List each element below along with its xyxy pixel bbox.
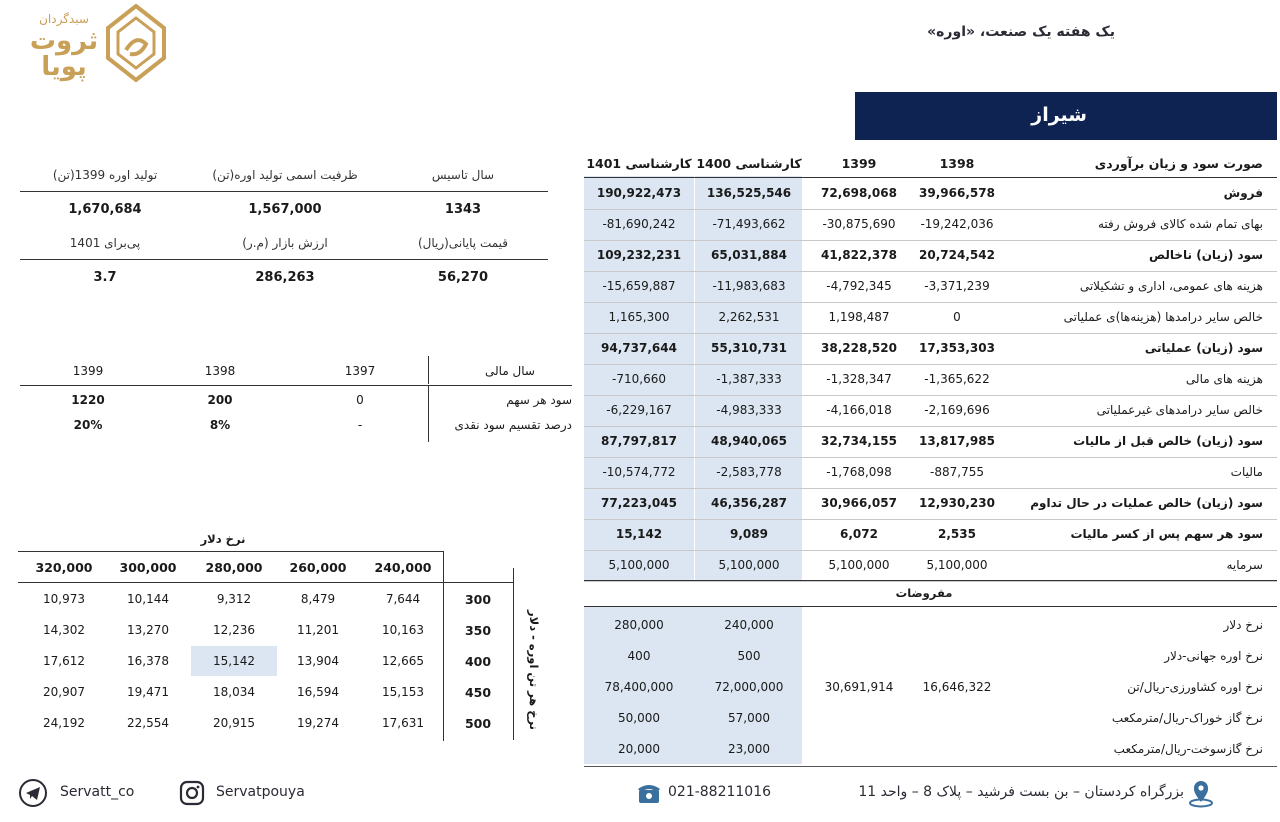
assumption-cell: 50,000 xyxy=(618,711,660,725)
income-row xyxy=(584,240,1277,271)
income-cell: 55,310,731 xyxy=(711,341,787,355)
income-cell: 17,353,303 xyxy=(919,341,995,355)
income-cell: 39,966,578 xyxy=(919,186,995,200)
sensitivity-cell: 24,192 xyxy=(43,716,85,730)
assumption-cell: 78,400,000 xyxy=(604,680,674,694)
income-row xyxy=(584,550,1277,581)
income-row-label: سرمایه xyxy=(1226,558,1263,572)
company-info xyxy=(20,160,548,290)
income-row-label: سود (زیان) عملیاتی xyxy=(1144,341,1263,355)
income-cell: -71,493,662 xyxy=(712,217,786,231)
income-cell: 65,031,884 xyxy=(711,248,787,262)
urea-price-header: 450 xyxy=(464,685,492,700)
income-cell: 87,797,817 xyxy=(601,434,677,448)
income-cell: 20,724,542 xyxy=(919,248,995,262)
info-label: ظرفیت اسمی تولید اوره(تن) xyxy=(212,168,358,182)
assumption-label: نرخ گاز خوراک-ریال/مترمکعب xyxy=(1111,711,1263,725)
income-row-label: سود (زیان) خالص عملیات در حال تداوم xyxy=(1030,496,1263,510)
assumptions-title: مفروضات xyxy=(895,586,953,600)
info-value: 1343 xyxy=(444,202,482,217)
eps-value: 200 xyxy=(207,393,233,407)
eps-value: - xyxy=(357,418,363,432)
col-header: 1399 xyxy=(841,156,877,171)
assumption-row xyxy=(584,672,1277,703)
income-cell: 5,100,000 xyxy=(828,558,890,572)
income-cell: -710,660 xyxy=(612,372,666,386)
info-value: 286,263 xyxy=(255,270,315,285)
income-cell: -19,242,036 xyxy=(920,217,994,231)
income-cell: 0 xyxy=(953,310,961,324)
income-row-label: هزینه های مالی xyxy=(1185,372,1263,386)
income-cell: -11,983,683 xyxy=(712,279,786,293)
income-row-label: خالص سایر درامدهای غیرعملیاتی xyxy=(1096,403,1263,417)
assumption-label: نرخ اوره کشاورزی-ریال/تن xyxy=(1127,680,1263,694)
income-title: صورت سود و زیان برآوردی xyxy=(1094,156,1263,171)
income-row xyxy=(584,426,1277,457)
income-cell: 9,089 xyxy=(730,527,768,541)
income-row xyxy=(584,271,1277,302)
income-cell: 190,922,473 xyxy=(596,186,682,200)
income-cell: 13,817,985 xyxy=(919,434,995,448)
sensitivity-cell: 20,915 xyxy=(213,716,255,730)
logo-wordmark: ثروت پویا xyxy=(29,26,99,82)
page-title: یک هفته یک صنعت، «اوره» xyxy=(927,24,1115,40)
sensitivity-cell: 19,274 xyxy=(297,716,339,730)
assumption-cell: 280,000 xyxy=(614,618,664,632)
dollar-rate-header: 240,000 xyxy=(374,560,432,575)
income-cell: -1,328,347 xyxy=(826,372,892,386)
income-row-label: سود هر سهم پس از کسر مالیات xyxy=(1070,527,1263,541)
income-cell: 136,525,546 xyxy=(706,186,792,200)
sensitivity-cell: 13,904 xyxy=(297,654,339,668)
income-cell: -15,659,887 xyxy=(602,279,676,293)
col-header: کارشناسی 1400 xyxy=(696,156,802,171)
income-row xyxy=(584,519,1277,550)
income-row-label: سود (زیان) ناخالص xyxy=(1148,248,1263,262)
phone-icon xyxy=(636,780,662,806)
eps-year: 1398 xyxy=(204,364,236,378)
income-cell: -4,792,345 xyxy=(826,279,892,293)
assumption-row xyxy=(584,641,1277,672)
telegram-icon[interactable] xyxy=(18,778,48,808)
eps-value: 20% xyxy=(73,418,103,432)
sensitivity-cell: 10,973 xyxy=(43,592,85,606)
income-cell: 1,165,300 xyxy=(608,310,670,324)
assumption-cell: 72,000,000 xyxy=(714,680,784,694)
sensitivity-cell: 16,378 xyxy=(127,654,169,668)
income-row xyxy=(584,488,1277,519)
instagram-handle[interactable]: Servatpouya xyxy=(216,784,305,800)
sensitivity-cell: 8,479 xyxy=(300,592,336,606)
eps-value: 0 xyxy=(356,393,364,407)
income-cell: 32,734,155 xyxy=(821,434,897,448)
col-header: 1398 xyxy=(939,156,975,171)
income-cell: -4,983,333 xyxy=(716,403,782,417)
info-label: تولید اوره 1399(تن) xyxy=(52,168,158,182)
sensitivity-cell: 12,236 xyxy=(213,623,255,637)
income-cell: 15,142 xyxy=(615,527,663,541)
income-cell: -6,229,167 xyxy=(606,403,672,417)
income-row xyxy=(584,364,1277,395)
assumption-cell: 400 xyxy=(627,649,651,663)
col-header: کارشناسی 1401 xyxy=(586,156,692,171)
assumption-label: نرخ دلار xyxy=(1223,618,1263,632)
info-label: سال تاسیس xyxy=(431,168,495,182)
assumption-cell: 57,000 xyxy=(728,711,770,725)
dollar-rate-header: 260,000 xyxy=(289,560,347,575)
assumption-row xyxy=(584,610,1277,641)
eps-table xyxy=(20,356,572,446)
urea-price-header: 300 xyxy=(464,592,492,607)
eps-header-label: سال مالی xyxy=(485,364,535,378)
dollar-rate-header: 300,000 xyxy=(119,560,177,575)
assumption-row xyxy=(584,703,1277,734)
income-cell: 38,228,520 xyxy=(821,341,897,355)
eps-value: 1220 xyxy=(71,393,105,407)
income-cell: -3,371,239 xyxy=(924,279,990,293)
urea-price-header: 400 xyxy=(464,654,492,669)
info-label: قیمت پایانی(ریال) xyxy=(417,236,509,250)
eps-year: 1397 xyxy=(344,364,376,378)
income-row-label: فروش xyxy=(1223,186,1263,200)
dollar-rate-header: 280,000 xyxy=(205,560,263,575)
income-cell: 41,822,378 xyxy=(821,248,897,262)
assumption-label: نرخ اوره جهانی-دلار xyxy=(1164,649,1263,663)
income-row-label: مالیات xyxy=(1230,465,1263,479)
phone-number: 021-88211016 xyxy=(668,784,772,800)
contact-bar xyxy=(636,778,1276,812)
income-cell: 77,223,045 xyxy=(601,496,677,510)
sensitivity-cell: 19,471 xyxy=(127,685,169,699)
income-cell: 2,262,531 xyxy=(718,310,780,324)
income-cell: 2,535 xyxy=(938,527,976,541)
city-banner xyxy=(855,92,1277,140)
eps-row-label: درصد تقسیم سود نقدی xyxy=(454,418,572,432)
sensitivity-cell: 22,554 xyxy=(127,716,169,730)
income-cell: 5,100,000 xyxy=(608,558,670,572)
sensitivity-cell: 14,302 xyxy=(43,623,85,637)
sensitivity-cell: 16,594 xyxy=(297,685,339,699)
income-cell: -30,875,690 xyxy=(822,217,896,231)
income-row-label: سود (زیان) خالص قبل از مالیات xyxy=(1073,434,1263,448)
income-cell: 5,100,000 xyxy=(926,558,988,572)
info-value: 3.7 xyxy=(93,270,117,285)
income-cell: -1,768,098 xyxy=(826,465,892,479)
income-cell: 30,966,057 xyxy=(821,496,897,510)
sensitivity-cell: 17,612 xyxy=(43,654,85,668)
sensitivity-cell: 10,144 xyxy=(127,592,169,606)
income-row xyxy=(584,333,1277,364)
urea-price-header: 350 xyxy=(464,623,492,638)
social-links xyxy=(18,778,338,808)
dollar-rate-header: 320,000 xyxy=(35,560,93,575)
income-row-label: هزینه های عمومی، اداری و تشکیلاتی xyxy=(1079,279,1263,293)
income-cell: -10,574,772 xyxy=(602,465,676,479)
sensitivity-cell: 20,907 xyxy=(43,685,85,699)
company-logo xyxy=(18,2,168,84)
eps-year: 1399 xyxy=(72,364,104,378)
assumption-cell: 240,000 xyxy=(724,618,774,632)
sensitivity-cell: 10,163 xyxy=(382,623,424,637)
sensitivity-cell: 15,153 xyxy=(382,685,424,699)
sensitivity-cell: 17,631 xyxy=(382,716,424,730)
income-cell: 12,930,230 xyxy=(919,496,995,510)
eps-value: 8% xyxy=(209,418,231,432)
logo-mark-icon xyxy=(104,4,168,82)
sensitivity-cell: 18,034 xyxy=(213,685,255,699)
sensitivity-cell: 13,270 xyxy=(127,623,169,637)
income-header-row xyxy=(584,148,1277,179)
sensitivity-top-title: نرخ دلار xyxy=(200,532,246,546)
info-value: 56,270 xyxy=(437,270,489,285)
sensitivity-side-title: نرخ هر تن اوره - دلار xyxy=(527,610,541,730)
income-cell: 5,100,000 xyxy=(718,558,780,572)
assumption-cell: 30,691,914 xyxy=(824,680,894,694)
income-row-label: بهای تمام شده کالای فروش رفته xyxy=(1098,217,1263,231)
sensitivity-cell: 11,201 xyxy=(297,623,339,637)
sensitivity-cell: 7,644 xyxy=(385,592,421,606)
income-row xyxy=(584,178,1277,209)
income-cell: -81,690,242 xyxy=(602,217,676,231)
location-pin-icon xyxy=(1186,778,1216,808)
info-value: 1,567,000 xyxy=(248,202,322,217)
income-statement-table xyxy=(584,146,1277,756)
income-cell: 46,356,287 xyxy=(711,496,787,510)
info-label: پی‌برای 1401 xyxy=(69,236,141,250)
income-row xyxy=(584,209,1277,240)
highlighted-cell: 15,142 xyxy=(191,646,277,676)
income-cell: 1,198,487 xyxy=(828,310,890,324)
income-row-label: خالص سایر درامدها (هزینه‌ها)ی عملیاتی xyxy=(1063,310,1263,324)
assumption-label: نرخ گازسوخت-ریال/مترمکعب xyxy=(1113,742,1263,756)
assumption-cell: 500 xyxy=(737,649,761,663)
income-row xyxy=(584,395,1277,426)
income-cell: -4,166,018 xyxy=(826,403,892,417)
address-text: بزرگراه کردستان – بن بست فرشید – پلاک 8 – واحد 11 xyxy=(858,784,1184,800)
assumption-row xyxy=(584,734,1277,765)
income-cell: 48,940,065 xyxy=(711,434,787,448)
urea-price-header: 500 xyxy=(464,716,492,731)
sensitivity-cell: 12,665 xyxy=(382,654,424,668)
income-cell: 72,698,068 xyxy=(821,186,897,200)
income-cell: 109,232,231 xyxy=(596,248,682,262)
city-name: شیراز xyxy=(1031,104,1087,126)
logo-subtitle: سبدگردان xyxy=(39,12,89,26)
income-cell: -1,365,622 xyxy=(924,372,990,386)
sensitivity-cell: 9,312 xyxy=(216,592,252,606)
income-cell: 94,737,644 xyxy=(601,341,677,355)
instagram-icon[interactable] xyxy=(178,779,206,807)
telegram-handle[interactable]: Servatt_co xyxy=(60,784,135,800)
income-row xyxy=(584,457,1277,488)
assumption-cell: 16,646,322 xyxy=(922,680,992,694)
income-cell: -887,755 xyxy=(930,465,984,479)
assumption-cell: 23,000 xyxy=(728,742,770,756)
income-cell: 6,072 xyxy=(840,527,878,541)
sensitivity-table xyxy=(18,528,566,748)
assumption-cell: 20,000 xyxy=(618,742,660,756)
income-cell: -2,169,696 xyxy=(924,403,990,417)
eps-row-label: سود هر سهم xyxy=(506,393,572,407)
income-row xyxy=(584,302,1277,333)
info-value: 1,670,684 xyxy=(68,202,142,217)
income-cell: -1,387,333 xyxy=(716,372,782,386)
info-label: ارزش بازار (م.ر) xyxy=(242,236,328,250)
income-cell: -2,583,778 xyxy=(716,465,782,479)
